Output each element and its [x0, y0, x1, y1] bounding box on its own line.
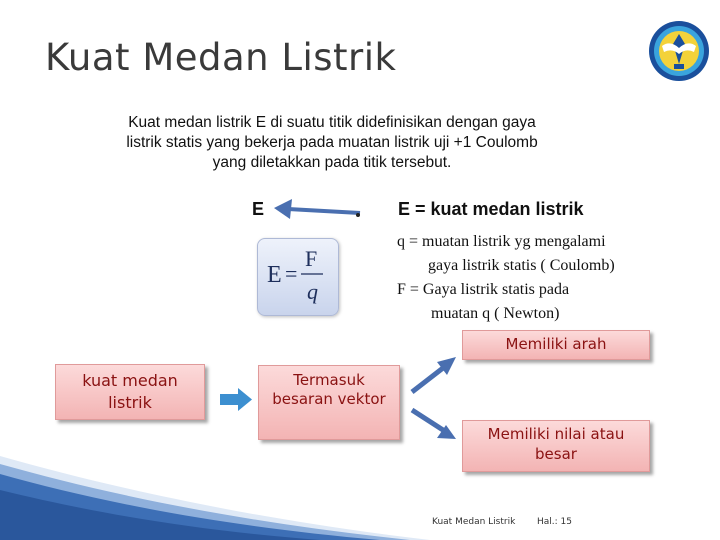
arrow-down-right-icon [412, 410, 456, 439]
definition-f-line-1: F = Gaya listrik statis pada [397, 281, 570, 298]
formula-denominator: q [307, 279, 318, 304]
box-nilai-line-1: Memiliki nilai atau [487, 425, 625, 443]
box-kuat-line-2: listrik [108, 393, 152, 412]
formula-e-equals-f-over-q [257, 238, 337, 314]
definition-q [397, 230, 687, 278]
formula-lhs: E [267, 262, 282, 288]
box-termasuk-line-2: besaran vektor [272, 390, 386, 408]
decorative-wave [0, 450, 430, 540]
slide-title: Kuat Medan Listrik [45, 36, 397, 79]
right-arrow-icon [220, 388, 252, 411]
arrow-up-right-icon [412, 357, 456, 392]
test-charge-dot [356, 213, 360, 217]
box-termasuk-besaran-vektor [258, 365, 400, 440]
box-memiliki-nilai [462, 420, 650, 472]
intro-line-1: Kuat medan listrik E di suatu titik didefinisikan dengan gaya [128, 114, 536, 131]
definition-f-line-2: muatan q ( Newton) [431, 305, 560, 322]
box-termasuk-line-1: Termasuk [293, 371, 365, 389]
definition-f [397, 278, 687, 326]
definition-e: E = kuat medan listrik [398, 199, 584, 219]
formula-eq: = [285, 261, 298, 286]
box-memiliki-arah: Memiliki arah [462, 330, 650, 360]
footer-page-number: Hal.: 15 [537, 517, 572, 527]
intro-line-3: yang diletakkan pada titik tersebut. [212, 154, 452, 171]
definition-q-line-2: gaya listrik statis ( Coulomb) [428, 257, 615, 274]
footer-title: Kuat Medan Listrik [432, 517, 516, 527]
box-nilai-line-2: besar [535, 445, 577, 463]
box-kuat-medan-listrik [55, 364, 205, 420]
intro-paragraph [62, 113, 602, 173]
field-e-label: E [252, 199, 265, 219]
formula-numerator: F [305, 246, 318, 271]
tut-wuri-handayani-logo-icon [648, 20, 710, 82]
definition-q-line-1: q = muatan listrik yg mengalami [397, 233, 606, 250]
field-direction-arrow-icon [270, 196, 365, 226]
intro-line-2: listrik statis yang bekerja pada muatan listrik uji +1 Coulomb [126, 134, 538, 151]
box-kuat-line-1: kuat medan [82, 371, 178, 390]
